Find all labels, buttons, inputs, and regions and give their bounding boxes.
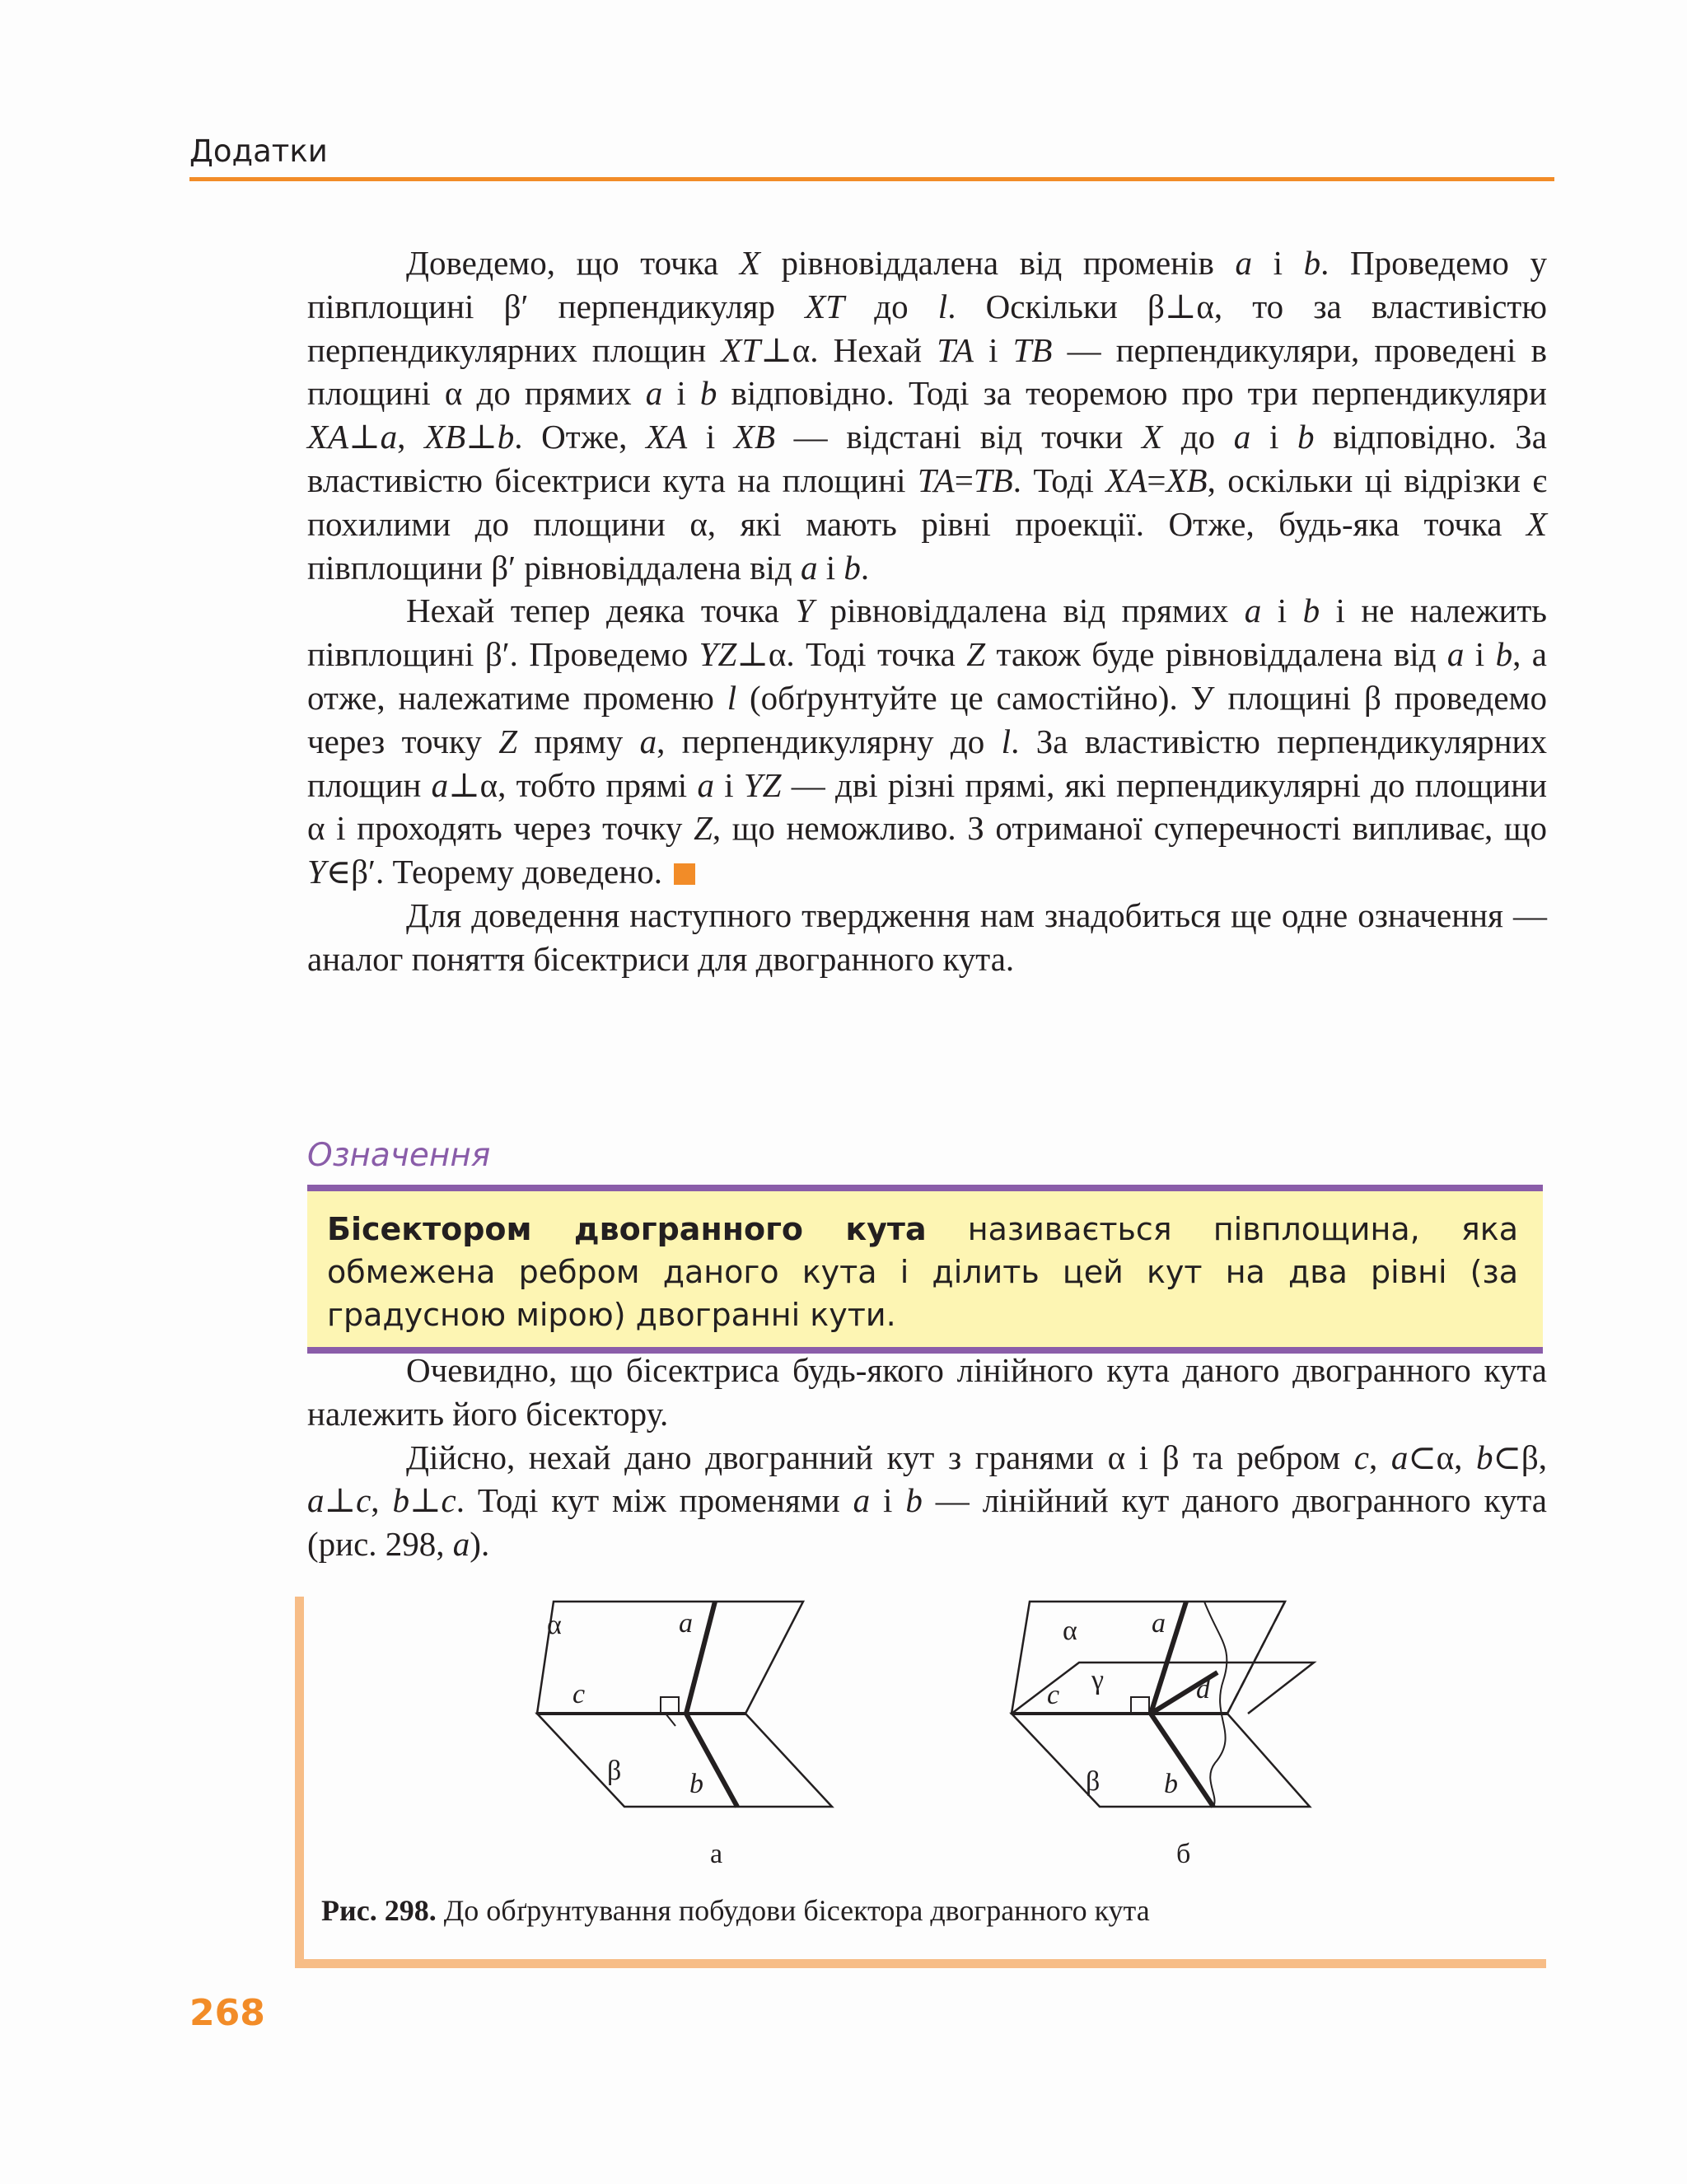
panel-b-label: б	[1176, 1839, 1191, 1869]
beta-label-b: β	[1086, 1766, 1101, 1797]
c-label-a: c	[572, 1679, 586, 1709]
definition-term: Бісектором двогранного кута	[327, 1211, 927, 1247]
figure-caption-number: Рис. 298.	[321, 1894, 437, 1927]
alpha-label-a: α	[547, 1610, 562, 1640]
paragraph-3: Для доведення наступного твердження нам знадобиться ще одне означення — аналог поняття бісектриси для двогранного кута.	[307, 896, 1547, 978]
paragraph-4: Очевидно, що бісектриса будь-якого лінійного кута даного двогранного кута належить його бісектору.	[307, 1351, 1547, 1433]
d-label-b: d	[1196, 1674, 1210, 1705]
figure-caption	[321, 1893, 1150, 1928]
panel-a-label: а	[710, 1839, 723, 1869]
gamma-label-b: γ	[1091, 1665, 1105, 1695]
b-label-a: b	[689, 1769, 703, 1799]
plane-beta-a	[537, 1714, 832, 1807]
running-head: Додатки	[189, 133, 328, 169]
a-label-a: a	[679, 1608, 693, 1639]
beta-label-a: β	[607, 1756, 622, 1786]
c-label-b: c	[1047, 1680, 1060, 1710]
definition-label: Означення	[307, 1137, 491, 1174]
definition-text: називається півплощина, яка обмежена ребром даного кута і ділить цей кут на два рівні (за градусною мірою) двогранні кути.	[327, 1211, 1518, 1333]
figure-caption-text: До обґрунтування побудови бісектора двогранного кута	[436, 1894, 1150, 1927]
a-label-b: a	[1152, 1608, 1166, 1639]
alpha-label-b: α	[1063, 1616, 1077, 1646]
right-angle-mark-a	[661, 1697, 679, 1714]
paragraph-5: Дійсно, нехай дано двогранний кут з гранями α і β та ребром c, a⊂α, b⊂β, a⊥c, b⊥c. Тоді кут між променями a і b — лінійний кут даного двогранного кута (рис. 298, а).	[307, 1438, 1547, 1564]
paragraph-1: Доведемо, що точка X рівновіддалена від променів a і b. Проведемо у півплощині β′ перпендикуляр XT до l. Оскільки β⊥α, то за властивістю перпендикулярних площин XT⊥α. Нехай TA і TB — перпендикуляри, проведені в площині α до прямих a і b відповідно. Тоді за теоремою про три перпендикуляри XA⊥a, XB⊥b. Отже, XA і XB — відстані від точки X до a і b відповідно. За властивістю бісектриси кута на площині TA=TB. Тоді XA=XB, оскільки ці відрізки є похилими до площини α, які мають рівні проекції. Отже, будь-яка точка X півплощини β′ рівновіддалена від a і b.	[307, 244, 1547, 587]
ray-b-b	[1151, 1714, 1213, 1807]
paragraph-2-text: Нехай тепер деяка точка Y рівновіддалена від прямих a і b і не належить півплощині β′. Проведемо YZ⊥α. Тоді точка Z також буде рівновіддалена від a і b, а отже, належатиме променю l (обґрунтуйте це самостійно). У площині β проведемо через точку Z пряму a, перпендикулярну до l. За властивістю перпендикулярних площин a⊥α, тобто прямі a і YZ — дві різні прямі, які перпендикулярні до площини α і проходять через точку Z, що неможливо. З отриманої суперечності випливає, що Y∈β′. Теорему доведено.	[307, 592, 1548, 891]
page-number: 268	[189, 1992, 265, 2034]
b-label-b: b	[1164, 1769, 1178, 1799]
right-angle-mark-b	[1131, 1697, 1149, 1714]
